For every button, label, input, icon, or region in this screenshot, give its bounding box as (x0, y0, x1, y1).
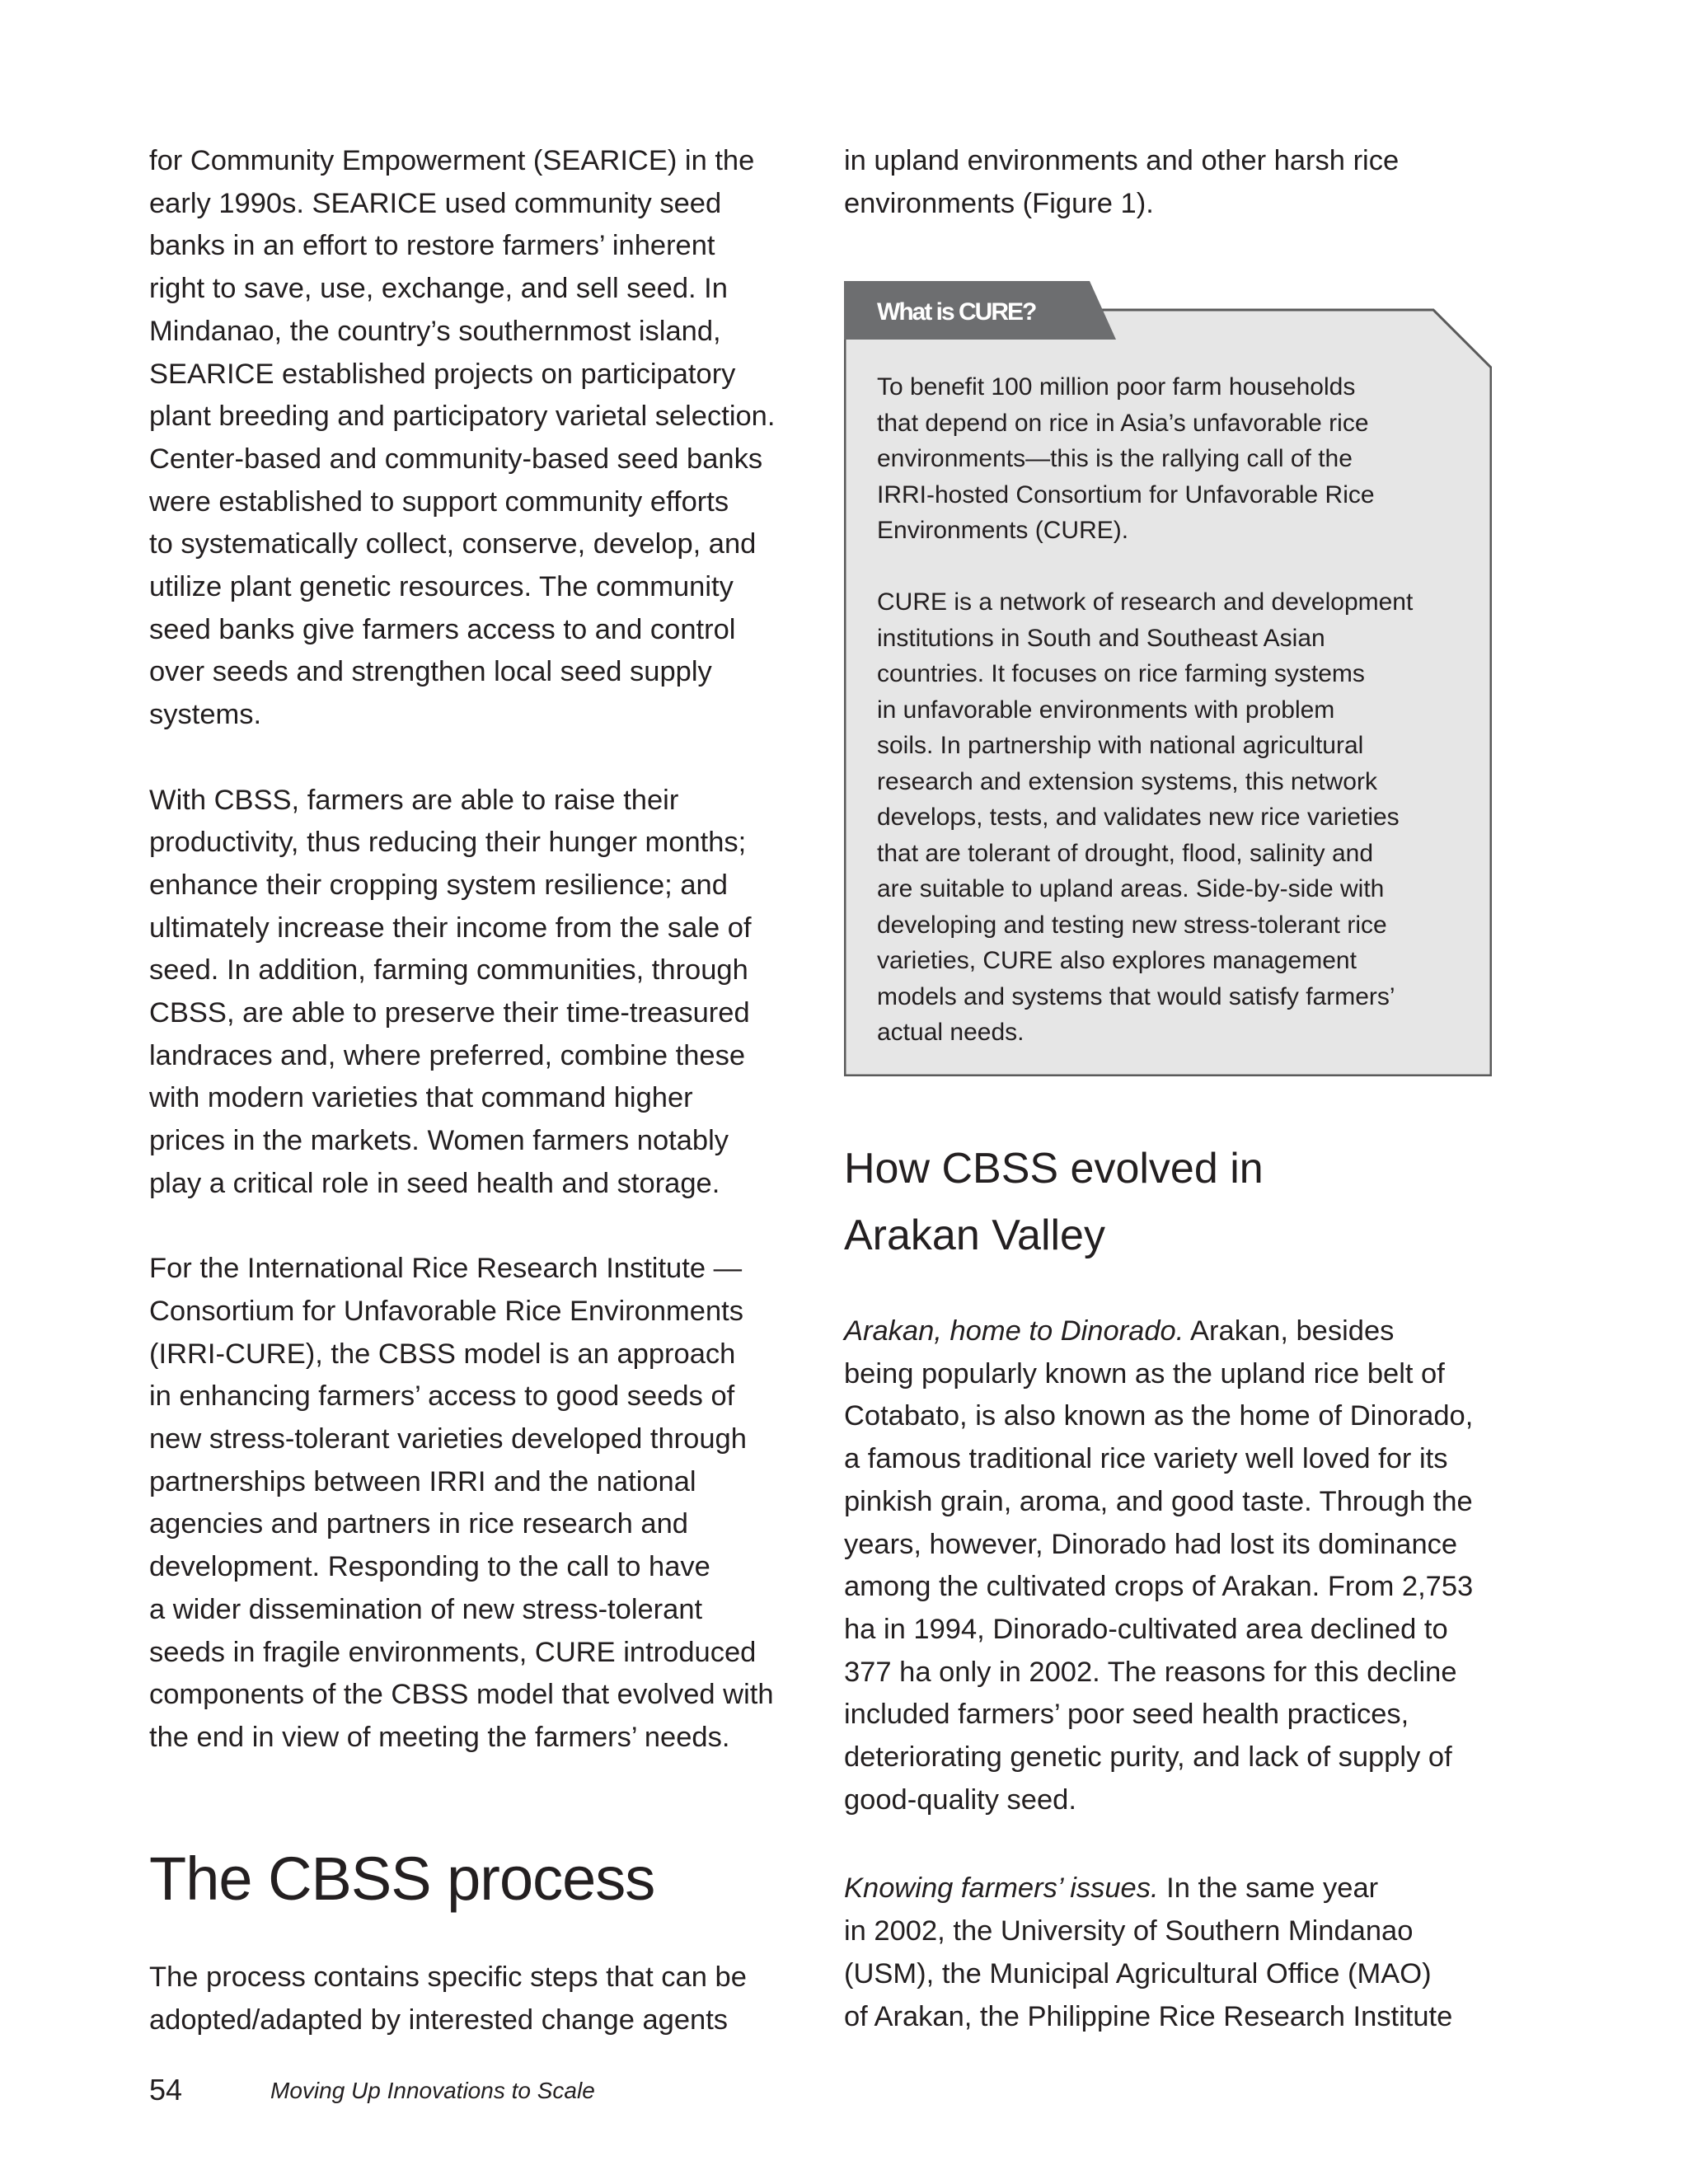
text-line: were established to support community efforts (149, 485, 729, 518)
text-line: included farmers’ poor seed health practices, (844, 1699, 1409, 1731)
text-line: that depend on rice in Asia’s unfavorable rice (877, 409, 1369, 437)
text-line: environments (Figure 1). (844, 187, 1154, 219)
text-line: banks in an effort to restore farmers’ inherent (149, 230, 715, 262)
left-column (149, 140, 809, 1760)
section-intro (149, 1957, 809, 2041)
text-line: years, however, Dinorado had lost its dominance (844, 1528, 1458, 1560)
text-line: in 2002, the University of Southern Mindanao (844, 1915, 1414, 1947)
text-line: Environments (CURE). (877, 517, 1129, 544)
text-line: with modern varieties that command higher (149, 1082, 693, 1114)
subsection-heading-line: How CBSS evolved in (844, 1145, 1264, 1193)
text-line: among the cultivated crops of Arakan. From 2,753 (844, 1571, 1474, 1603)
text-line: that are tolerant of drought, flood, salinity and (877, 839, 1374, 867)
text-line: environments—this is the rallying call of the (877, 445, 1353, 472)
text-line (844, 1310, 1520, 1353)
text-line: early 1990s. SEARICE used community seed (149, 187, 722, 219)
paragraph-lead-in: Arakan, home to Dinorado. (844, 1315, 1184, 1347)
right-column-body (844, 1310, 1520, 2038)
text-line: IRRI-hosted Consortium for Unfavorable Rice (877, 480, 1375, 509)
text-line: adopted/adapted by interested change agents (149, 2004, 729, 2036)
text-line: to systematically collect, conserve, develop, and (149, 528, 757, 560)
text-line: CURE is a network of research and development (877, 588, 1414, 616)
text-line: ultimately increase their income from the sale of (149, 912, 752, 944)
left-paragraph-1 (149, 140, 809, 737)
text-line: systems. (149, 699, 262, 731)
farmers-issues-paragraph (844, 1868, 1520, 2038)
text-line: utilize plant genetic resources. The community (149, 571, 734, 603)
text-line: plant breeding and participatory varietal selection. (149, 401, 776, 433)
text-line: partnerships between IRRI and the national (149, 1465, 696, 1497)
text-line: models and systems that would satisfy farmers’ (877, 982, 1395, 1010)
text-line: seed. In addition, farming communities, through (149, 954, 748, 987)
text-line: good-quality seed. (844, 1783, 1076, 1816)
text-line: develops, tests, and validates new rice varieties (877, 804, 1400, 831)
arakan-paragraph (844, 1310, 1520, 1821)
text-line: Mindanao, the country’s southernmost island, (149, 315, 721, 347)
text-line: development. Responding to the call to have (149, 1551, 710, 1583)
text-line: a wider dissemination of new stress-tolerant (149, 1593, 703, 1625)
subsection-heading-line: Arakan Valley (844, 1212, 1105, 1259)
running-footer-title: Moving Up Innovations to Scale (270, 2078, 595, 2103)
text-line: play a critical role in seed health and storage. (149, 1167, 720, 1199)
text-line: For the International Rice Research Institute — (149, 1253, 743, 1285)
text-line: research and extension systems, this network (877, 767, 1377, 795)
text-line: deteriorating genetic purity, and lack of supply of (844, 1741, 1452, 1774)
text-line: prices in the markets. Women farmers notably (149, 1125, 729, 1157)
text-line: in enhancing farmers’ access to good seeds of (149, 1380, 735, 1413)
text-line: (USM), the Municipal Agricultural Office (MAO) (844, 1957, 1432, 1990)
sidebar-body (877, 369, 1470, 1051)
text-line: in unfavorable environments with problem (877, 696, 1335, 724)
right-column-top (844, 140, 1520, 225)
text-line: of Arakan, the Philippine Rice Research Institute (844, 2000, 1453, 2032)
text-line: actual needs. (877, 1019, 1025, 1046)
text-line: ha in 1994, Dinorado-cultivated area declined to (844, 1613, 1448, 1645)
text-line: To benefit 100 million poor farm households (877, 373, 1356, 401)
text-line: seeds in fragile environments, CURE introduced (149, 1636, 757, 1668)
text-line: Cotabato, is also known as the home of Dinorado, (844, 1400, 1474, 1432)
text-line: pinkish grain, aroma, and good taste. Through the (844, 1485, 1473, 1517)
page-number: 54 (149, 2073, 183, 2107)
text-fragment: Arakan, besides (1184, 1315, 1395, 1347)
text-line: being popularly known as the upland rice belt of (844, 1357, 1445, 1390)
text-line: in upland environments and other harsh rice (844, 145, 1400, 176)
cure-sidebar-box (844, 280, 1492, 1076)
text-line: for Community Empowerment (SEARICE) in the (149, 145, 755, 176)
text-line (844, 1868, 1520, 1910)
text-line: right to save, use, exchange, and sell seed. In (149, 273, 728, 305)
text-line: CBSS, are able to preserve their time-treasured (149, 997, 750, 1029)
text-line: (IRRI-CURE), the CBSS model is an approach (149, 1338, 736, 1370)
text-line: SEARICE established projects on participatory (149, 358, 736, 390)
text-line: Consortium for Unfavorable Rice Environments (149, 1295, 743, 1327)
text-line: With CBSS, farmers are able to raise their (149, 784, 679, 816)
text-line: landraces and, where preferred, combine these (149, 1039, 746, 1071)
text-line: soils. In partnership with national agricultural (877, 732, 1364, 759)
text-line: a famous traditional rice variety well loved for its (844, 1443, 1448, 1475)
text-line: The process contains specific steps that can be (149, 1961, 747, 1993)
text-line: productivity, thus reducing their hunger months; (149, 827, 747, 859)
text-line: Center-based and community-based seed banks (149, 443, 763, 475)
text-line: components of the CBSS model that evolved with (149, 1679, 774, 1711)
text-line: institutions in South and Southeast Asian (877, 624, 1325, 652)
sidebar-tab-label: What is CURE? (877, 298, 1036, 326)
text-line: seed banks give farmers access to and control (149, 613, 736, 645)
text-line: new stress-tolerant varieties developed through (149, 1423, 747, 1455)
text-line: developing and testing new stress-tolerant rice (877, 911, 1387, 939)
text-line: the end in view of meeting the farmers’ needs. (149, 1721, 730, 1753)
section-title: The CBSS process (149, 1844, 655, 1913)
text-line: varieties, CURE also explores management (877, 947, 1357, 974)
left-paragraph-2 (149, 780, 809, 1206)
left-paragraph-3 (149, 1248, 809, 1759)
paragraph-lead-in: Knowing farmers’ issues. (844, 1872, 1159, 1905)
text-line: enhance their cropping system resilience; and (149, 869, 728, 901)
text-line: are suitable to upland areas. Side-by-side with (877, 875, 1385, 902)
text-line: over seeds and strengthen local seed supply (149, 656, 712, 688)
text-line: 377 ha only in 2002. The reasons for this decline (844, 1656, 1457, 1688)
text-fragment: In the same year (1158, 1872, 1379, 1905)
text-line: countries. It focuses on rice farming systems (877, 660, 1365, 687)
text-line: agencies and partners in rice research and (149, 1508, 688, 1540)
subsection-heading (844, 1136, 1264, 1269)
